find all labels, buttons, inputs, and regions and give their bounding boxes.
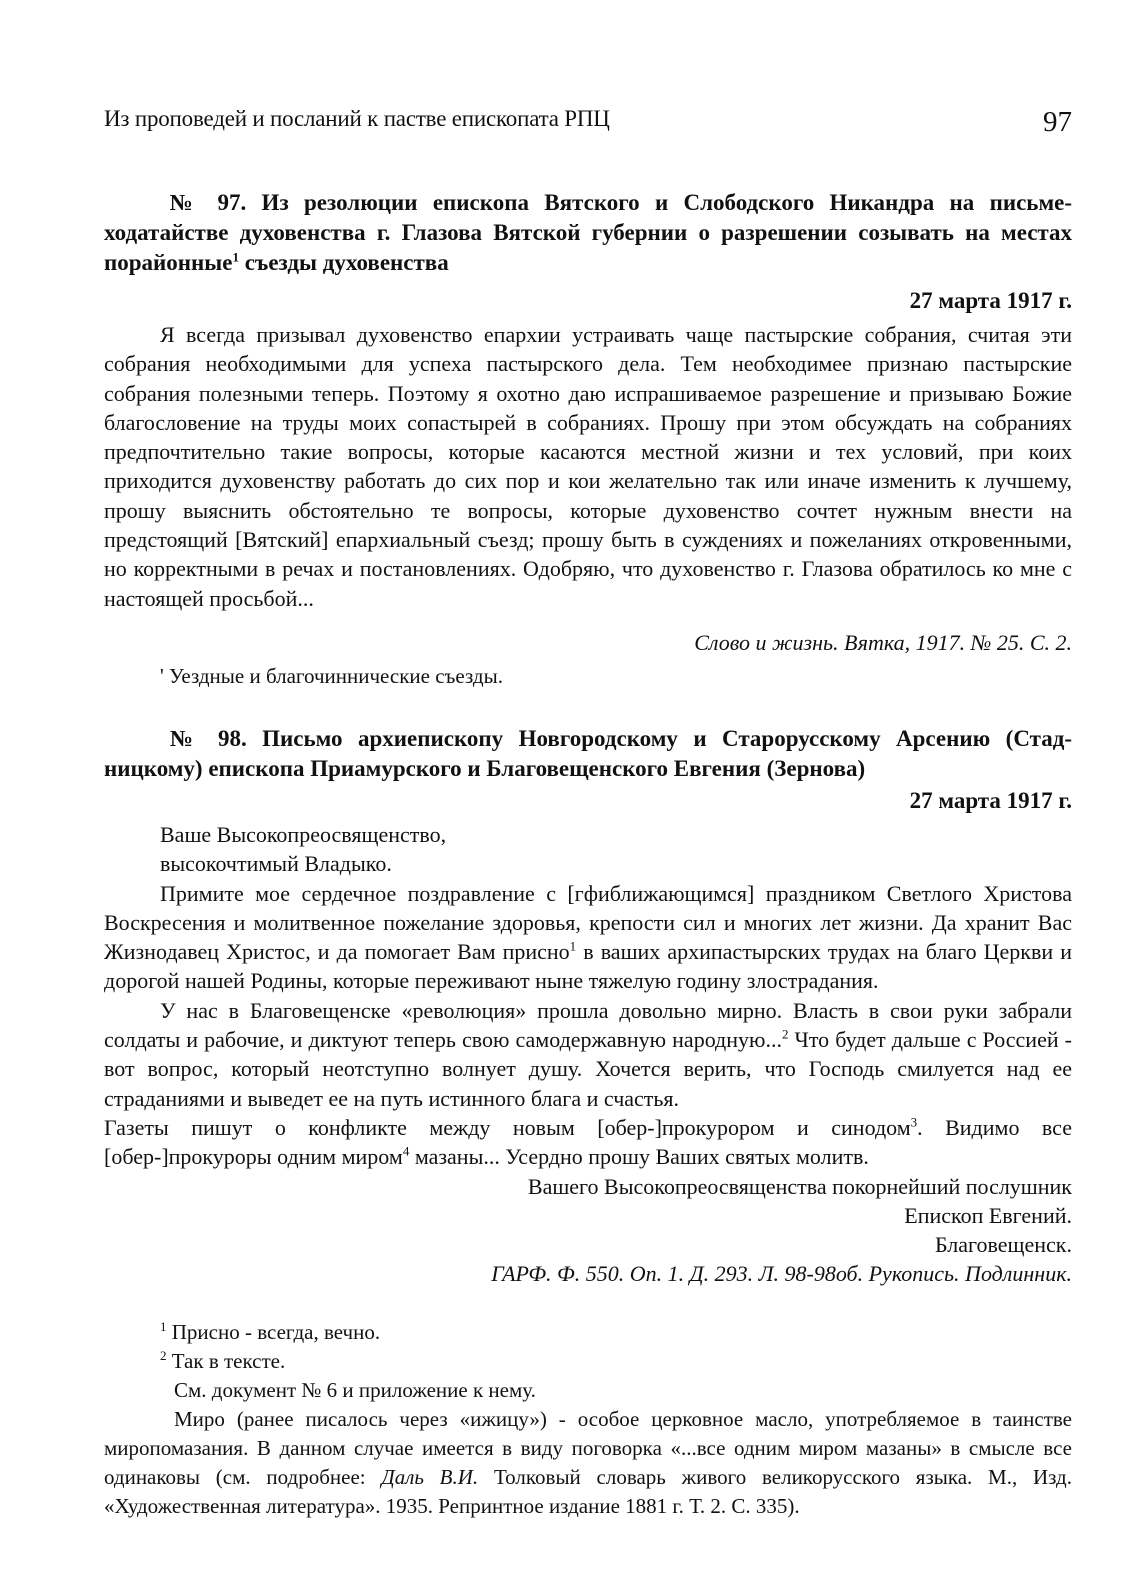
doc98-paragraph-3: Газеты пишут о конфликте между новым [обер-]прокурором и синодом$^3$. Видимо все [обер-]прокуроры одним миром$^4$ мазаны... Усердно прошу Ваших святых молитв. <box>104 1114 1072 1170</box>
footnote-mark-4: 4 <box>402 1143 410 1159</box>
doc98-footnote-1: $^1$ Присно - всегда, вечно. <box>160 1319 381 1344</box>
doc98-salutation-1: Ваше Высокопреосвященство, <box>160 822 447 847</box>
doc98-signature-1: Вашего Высокопреосвященства покорнейший послушник <box>527 1173 1072 1199</box>
doc98-date: 27 марта 1917 г. <box>909 788 1072 813</box>
doc97-footnote-text: ' Уездные и благочиннические съезды. <box>160 664 503 688</box>
doc97-footnote <box>104 662 1072 691</box>
doc97-title-text: № 97. Из резолюции епископа Вятского и Слободского Никандра на письме-ходатайстве духовенства г. Глазова Вятской губернии о разрешении созывать на местах порайонные <box>104 190 1072 275</box>
footnote-mark-2: 2 <box>781 1026 789 1042</box>
doc98-footnote-2: $^2$ Так в тексте. <box>160 1348 286 1373</box>
doc98-signature-2: Епископ Евгений. <box>904 1202 1072 1228</box>
doc98-paragraph-1: Примите мое сердечное поздравление с [гфиближающимся] праздником Светлого Христова Воскресения и молитвенное пожелание здоровья, крепости сил и многих лет жизни. Да хранит Вас Жизнодавец Христос, и да помогает Вам присно$^1$ в ваших архипастырских трудах на благо Церкви и дорогой нашей Родины, которые переживают ныне тяжелую годину злострадания. <box>104 880 1072 994</box>
doc97-title-footnote-mark: 1 <box>232 249 239 265</box>
doc98-title <box>104 724 1072 784</box>
doc97-body <box>104 320 1072 613</box>
footnote-mark-3: 3 <box>910 1114 918 1130</box>
doc98-footnotes <box>104 1318 1072 1521</box>
doc98-footnote-3: См. документ № 6 и приложение к нему. <box>174 1378 536 1402</box>
doc98-body <box>104 820 1072 1289</box>
doc97-text: Я всегда призывал духовенство епархии устраивать чаще пастырские собрания, считая эти собрания необходимыми для успеха пастырского дела. Тем необходимее признаю пастырские собрания полезными теперь. Поэтому я охотно даю испрашиваемое разрешение и призываю Божие благословение на труды моих сопастырей в собраниях. Прошу при этом обсуждать на собраниях предпочтительно такие вопросы, которые касаются местной жизни и тех условий, при коих приходится духовенству работать до сих пор и кои желательно так или иначе изменить к лучшему, прошу выяснить обстоятельно те вопросы, которые духовенство сочтет нужным внести на предстоящий [Вятский] епархиальный съезд; прошу быть в суждениях и пожеланиях откровенными, но корректными в речах и постановлениях. Одобряю, что духовенство г. Глазова обратилось ко мне с настоящей просьбой... <box>104 322 1072 611</box>
running-head: Из проповедей и посланий к пастве епископата РПЦ <box>104 106 610 131</box>
doc98-salutation-2: высокочтимый Владыко. <box>160 851 392 877</box>
footnote-mark-1: 1 <box>569 938 577 954</box>
doc98-footnote-4: Миро (ранее писалось через «ижицу») - особое церковное масло, употребляемое в таинстве миропомазания. В данном случае имеется в виду поговорка «...все одним миром мазаны» в смысле все одинаковы (см. подробнее: Даль В.И. Толковый словарь живого великорусского языка. М., Изд. «Художественная литература». 1935. Репринтное издание 1881 г. Т. 2. С. 335). <box>104 1407 1072 1518</box>
doc97-source: Слово и жизнь. Вятка, 1917. № 25. С. 2. <box>694 630 1072 655</box>
doc98-title-text: № 98. Письмо архиепископу Новгородскому и Старорусскому Арсению (Стад-ницкому) епископа Приамурского и Благовещенского Евгения (Зернова) <box>104 726 1072 781</box>
doc97-title <box>104 188 1072 278</box>
doc98-signature-3: Благовещенск. <box>934 1232 1072 1258</box>
cited-author: Даль В.И. <box>381 1465 479 1489</box>
doc98-source: ГАРФ. Ф. 550. Оп. 1. Д. 293. Л. 98-98об. Рукопись. Подлинник. <box>491 1261 1072 1287</box>
doc97-title-end: съезды духовенства <box>244 250 449 275</box>
doc98-paragraph-2: У нас в Благовещенске «революция» прошла довольно мирно. Власть в свои руки забрали солдаты и рабочие, и диктуют теперь свою самодержавную народную...$^2$ Что будет дальше с Россией - вот вопрос, который неотступно волнует душу. Хочется верить, что Господь смилуется над ее страданиями и выведет ее на путь истинного блага и счастья. <box>104 997 1073 1111</box>
page-number: 97 <box>1043 106 1072 138</box>
doc97-date: 27 марта 1917 г. <box>909 288 1072 313</box>
doc97-source-wrap <box>104 628 1072 657</box>
